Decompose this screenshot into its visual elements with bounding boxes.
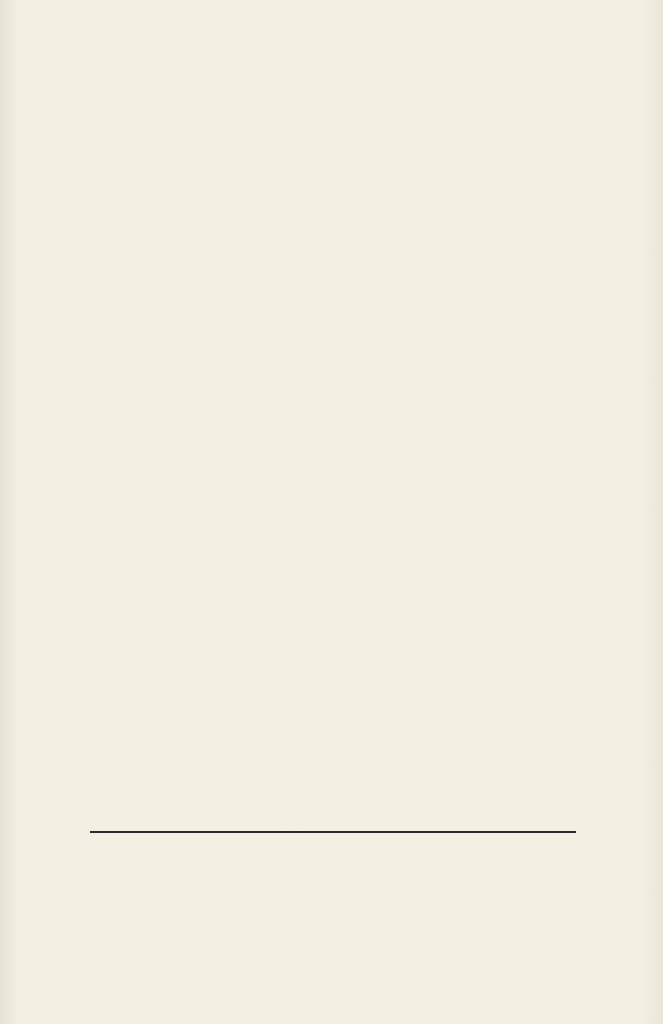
- program-content: [90, 62, 590, 78]
- divider-rule: [90, 831, 576, 833]
